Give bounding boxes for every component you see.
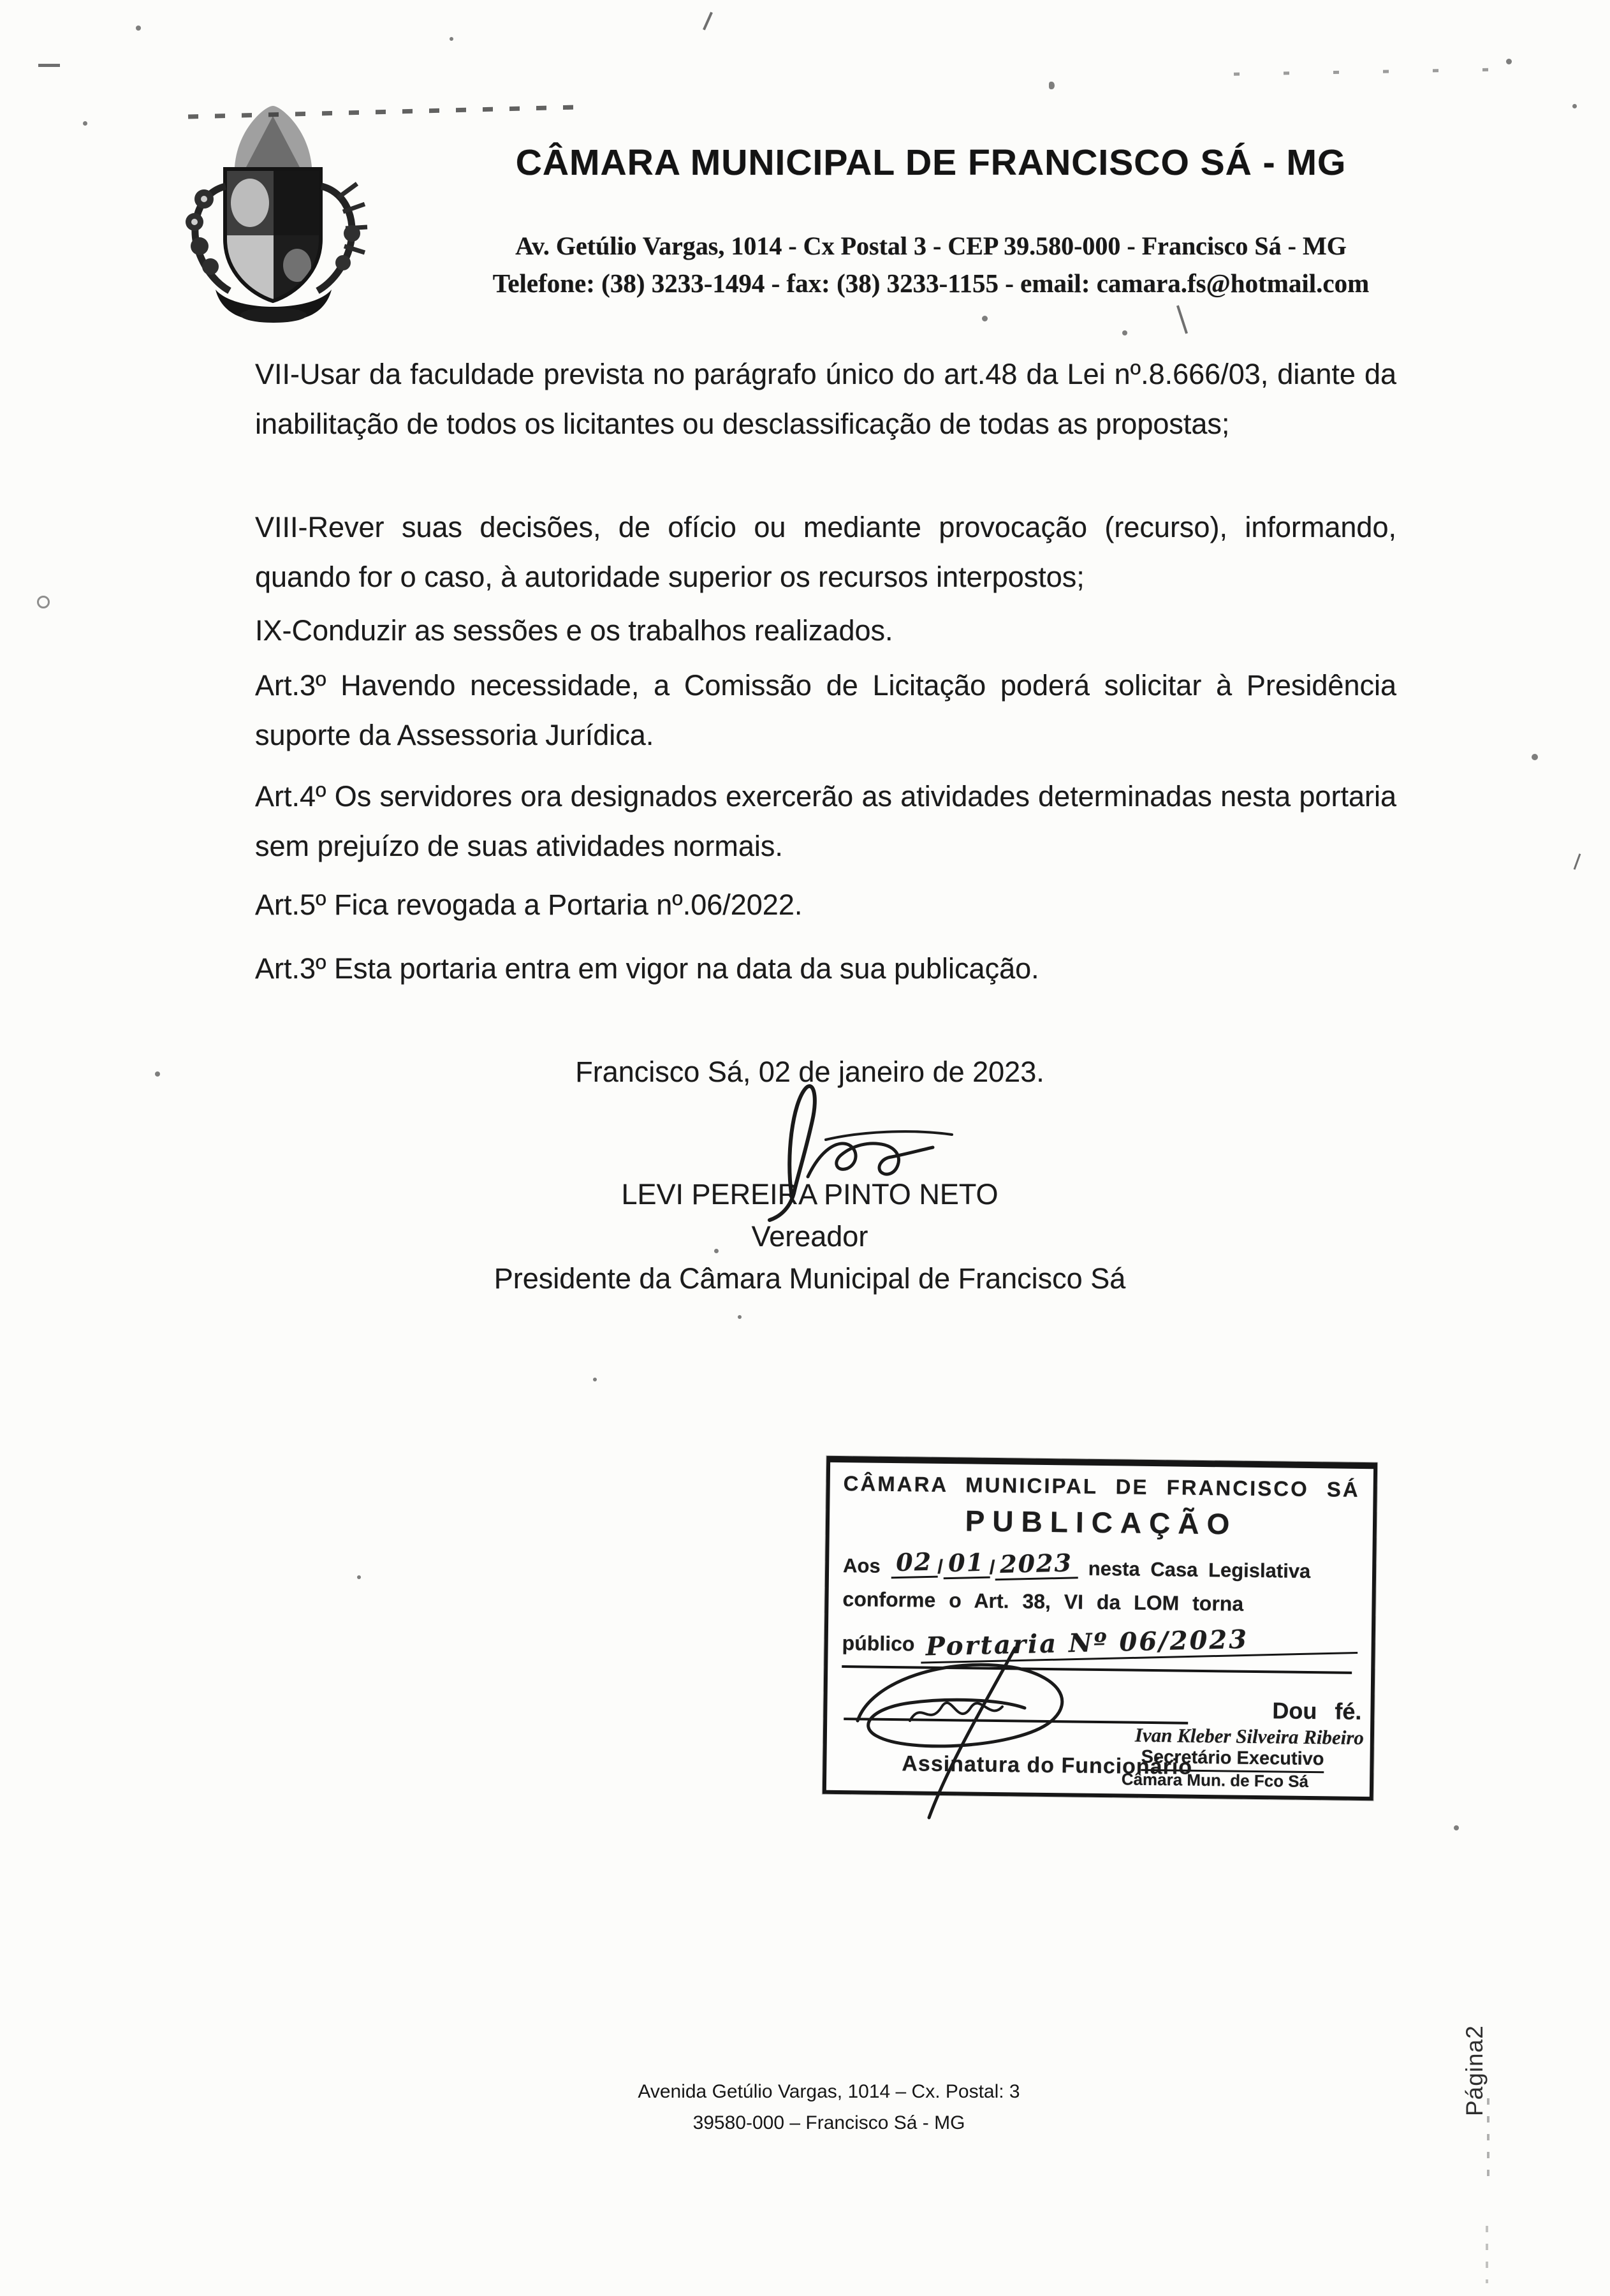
scan-speck [1049, 82, 1055, 89]
scan-speck [136, 26, 141, 31]
handwritten-year: 2023 [995, 1548, 1078, 1580]
official-signature [832, 1625, 1106, 1823]
scan-mark [38, 64, 60, 67]
date-separator: / [989, 1556, 995, 1578]
footer-address-line2: 39580-000 – Francisco Sá - MG [692, 2112, 965, 2133]
org-address: Av. Getúlio Vargas, 1014 - Cx Postal 3 - CEP 39.580-000 - Francisco Sá - MG [515, 232, 1347, 260]
signature-label: Assinatura do Funcionário [902, 1751, 1193, 1779]
date-separator: / [937, 1555, 944, 1578]
stamp-line1-suffix: nesta Casa Legislativa [1088, 1557, 1311, 1583]
page-number-label: Página2 [1461, 2025, 1488, 2116]
body-paragraph: Art.5º Fica revogada a Portaria nº.06/2022. [255, 888, 803, 921]
body-paragraph: IX-Conduzir as sessões e os trabalhos realizados. [255, 614, 893, 647]
handwritten-day: 02 [891, 1547, 938, 1579]
signer-name: LEVI PEREIRA PINTO NETO [621, 1178, 999, 1211]
scan-speck [450, 37, 453, 41]
scan-speck [1506, 59, 1512, 64]
scan-mark [703, 11, 713, 30]
scan-speck [714, 1249, 719, 1253]
stamp-date-line [843, 1547, 1359, 1584]
scan-speck [1532, 754, 1538, 760]
org-contact: Telefone: (38) 3233-1494 - fax: (38) 3233-1155 - email: camara.fs@hotmail.com [492, 269, 1370, 298]
publico-label: público [842, 1631, 915, 1656]
body-paragraph: Art.3º Esta portaria entra em vigor na data da sua publicação. [255, 952, 1039, 985]
dou-fe: Dou fé. [1272, 1697, 1362, 1725]
scan-mark [1574, 853, 1581, 869]
scan-speck [357, 1575, 361, 1579]
footer-address-line1: Avenida Getúlio Vargas, 1014 – Cx. Postal: 3 [638, 2081, 1020, 2102]
aos-label: Aos [842, 1554, 881, 1577]
signer-title: Presidente da Câmara Municipal de Francisco Sá [494, 1262, 1126, 1295]
closing-block [255, 1056, 1365, 1295]
official-role: Secretário Executivo [1141, 1747, 1324, 1774]
scan-speck [593, 1378, 597, 1381]
body-paragraph: Art.4º Os servidores ora designados exercerão as atividades determinadas nesta portaria sem prejuízo de suas atividades normais. [255, 780, 1396, 862]
body-paragraph: VII-Usar da faculdade prevista no parágrafo único do art.48 da Lei nº.8.666/03, diante da inabilitação de todos os licitantes ou desclassificação de todas as propostas; [255, 358, 1396, 440]
scan-speck [1454, 1825, 1459, 1830]
stamp-title: PUBLICAÇÃO [965, 1504, 1238, 1541]
official-org: Câmara Mun. de Fco Sá [1121, 1769, 1309, 1792]
dateline: Francisco Sá, 02 de janeiro de 2023. [575, 1056, 1044, 1088]
coat-of-arms-icon [171, 102, 376, 324]
org-title: CÂMARA MUNICIPAL DE FRANCISCO SÁ - MG [515, 142, 1347, 183]
scan-mark [37, 596, 50, 608]
stamp-org: CÂMARA MUNICIPAL DE FRANCISCO SÁ [843, 1471, 1361, 1501]
official-name: Ivan Kleber Silveira Ribeiro [1134, 1723, 1365, 1749]
scan-dash-trail [1234, 68, 1508, 76]
scan-speck [1122, 330, 1127, 335]
body-paragraph: VIII-Rever suas decisões, de ofício ou mediante provocação (recurso), informando, quando for o caso, à autoridade superior os recursos interpostos; [255, 511, 1396, 593]
footer [548, 2076, 1109, 2138]
scan-speck [83, 121, 87, 126]
stamp-lom-line: conforme o Art. 38, VI da LOM torna [842, 1587, 1244, 1615]
scan-speck [982, 316, 988, 321]
scan-speck [155, 1071, 160, 1077]
scan-speck [738, 1315, 742, 1319]
handwritten-month: 01 [942, 1548, 990, 1580]
scan-mark [1176, 305, 1188, 334]
scan-vdash [1487, 2098, 1489, 2181]
body-paragraph: Art.3º Havendo necessidade, a Comissão de Licitação poderá solicitar à Presidência suporte da Assessoria Jurídica. [255, 669, 1396, 751]
scan-vdash [1486, 2226, 1488, 2283]
scan-speck [1572, 104, 1577, 108]
handwritten-document: Portaria Nº 06/2023 [920, 1622, 1358, 1664]
signer-role: Vereador [751, 1220, 868, 1253]
